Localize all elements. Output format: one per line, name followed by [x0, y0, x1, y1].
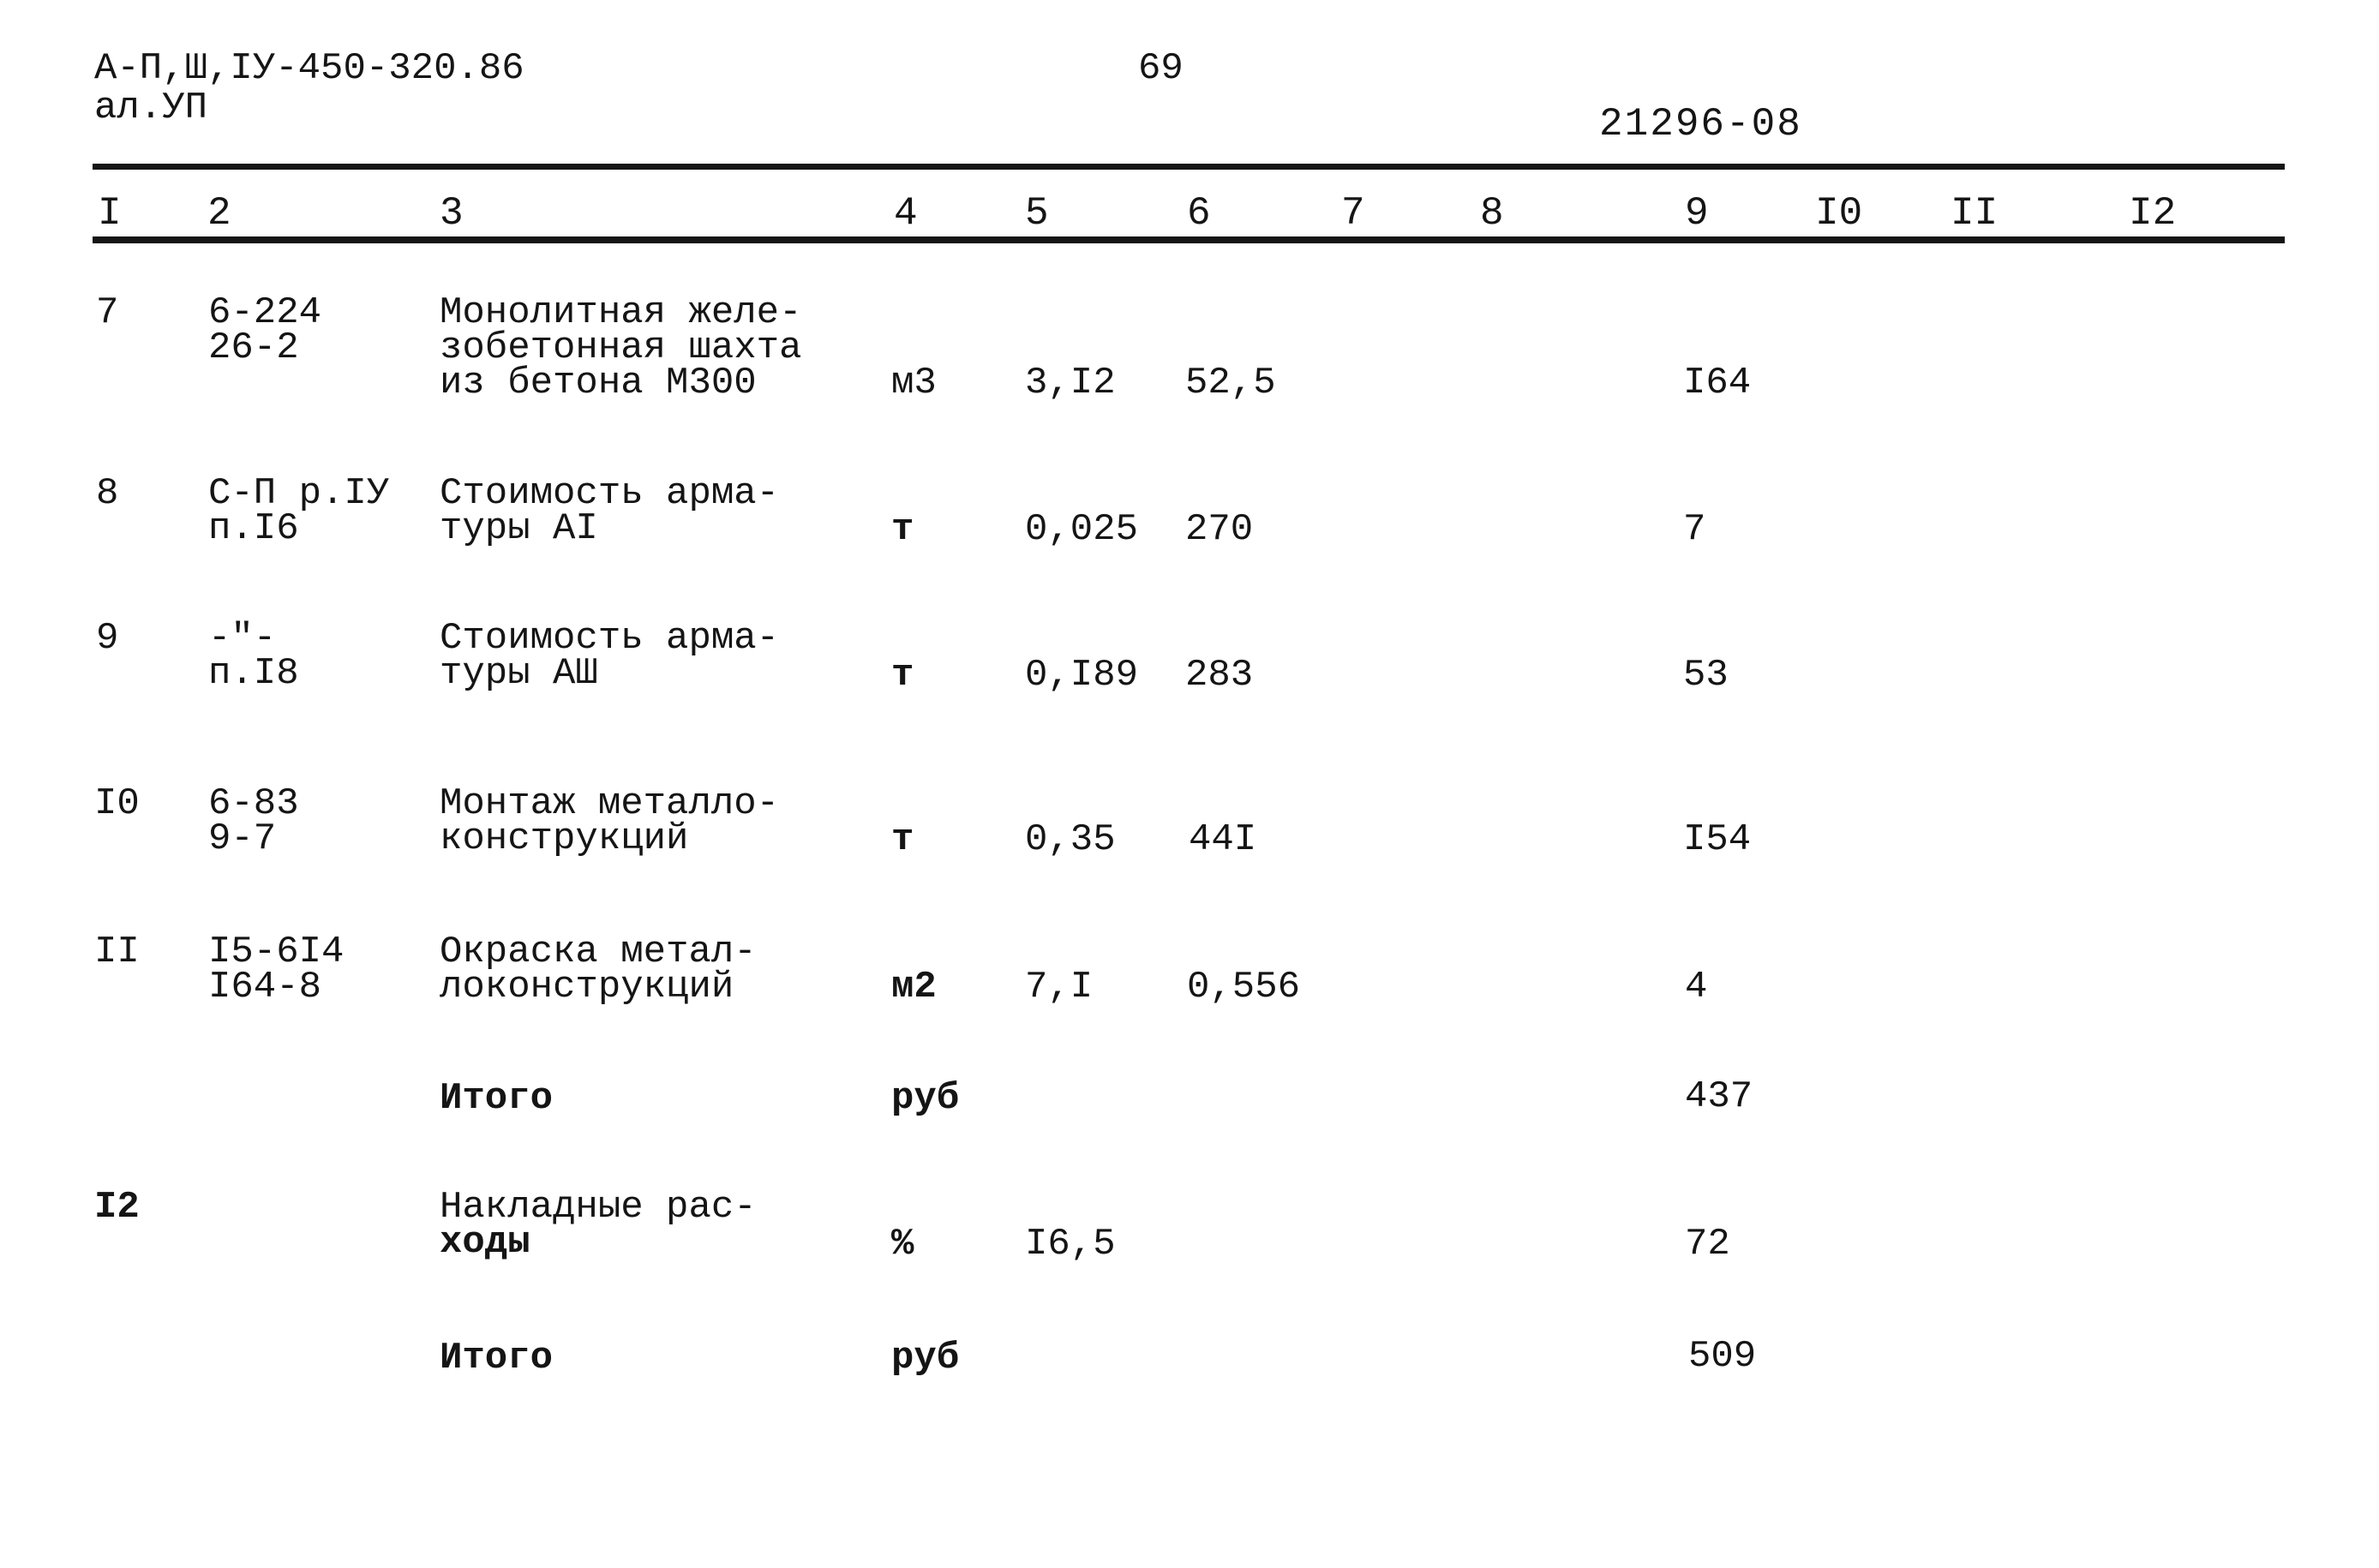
row-quantity: 3,I2: [1025, 362, 1116, 404]
column-header: 3: [440, 191, 464, 236]
row-total: 7: [1683, 508, 1706, 551]
column-header: 6: [1187, 191, 1211, 236]
row-name-line: из бетона М300: [440, 362, 757, 404]
row-code-line: -"-: [208, 617, 277, 660]
row-code-line: 9-7: [208, 817, 277, 860]
row-unit: руб: [891, 1077, 960, 1120]
row-name-line: туры АI: [440, 507, 598, 550]
row-unit: т: [891, 508, 914, 551]
row-name-line: Монтаж металло-: [440, 782, 780, 825]
column-header: 5: [1025, 191, 1049, 236]
column-header: 9: [1685, 191, 1709, 236]
document-code: А-П,Ш,IУ-450-320.86: [94, 47, 524, 90]
row-code-line: I5-6I4: [208, 931, 345, 973]
table-header-rule: [93, 236, 2285, 243]
sheet-label: ал.УП: [94, 87, 208, 129]
row-code-line: 6-224: [208, 291, 322, 334]
row-total: I54: [1683, 818, 1752, 861]
row-code-line: I64-8: [208, 966, 322, 1008]
column-header: 4: [894, 191, 918, 236]
row-code-line: С-П р.IУ: [208, 472, 390, 515]
row-unit: т: [891, 654, 914, 697]
column-header: 2: [207, 191, 231, 236]
row-total: 509: [1688, 1335, 1757, 1378]
row-price: 52,5: [1185, 362, 1276, 404]
row-price: 0,556: [1187, 966, 1301, 1008]
row-name-line: Итого: [440, 1077, 554, 1120]
row-total: 4: [1685, 966, 1708, 1008]
page-number: 69: [1138, 47, 1184, 90]
row-number: I2: [94, 1186, 140, 1229]
row-quantity: 0,I89: [1025, 654, 1139, 697]
column-header: II: [1951, 191, 1998, 236]
row-number: 9: [96, 617, 119, 660]
row-quantity: I6,5: [1025, 1223, 1116, 1266]
row-unit: м2: [891, 966, 937, 1008]
table-top-rule: [93, 164, 2285, 170]
row-price: 270: [1185, 508, 1254, 551]
row-name-line: Накладные рас-: [440, 1186, 757, 1229]
row-price: 283: [1185, 654, 1254, 697]
row-quantity: 0,35: [1025, 818, 1116, 861]
row-quantity: 0,025: [1025, 508, 1139, 551]
row-price: 44I: [1189, 818, 1257, 861]
row-name-line: ходы: [440, 1221, 530, 1264]
row-code-line: 6-83: [208, 782, 299, 825]
row-name-line: Монолитная желе-: [440, 291, 802, 334]
row-name-line: локонструкций: [440, 966, 734, 1008]
row-name-line: зобетонная шахта: [440, 326, 802, 369]
row-total: 72: [1685, 1223, 1730, 1266]
row-number: I0: [94, 782, 140, 825]
column-header: I: [98, 191, 122, 236]
row-name-line: Окраска метал-: [440, 931, 757, 973]
row-unit: руб: [891, 1337, 960, 1379]
row-name-line: конструкций: [440, 817, 689, 860]
row-code-line: п.I8: [208, 652, 299, 695]
row-unit: м3: [891, 362, 937, 404]
row-total: 437: [1685, 1075, 1753, 1118]
row-total: I64: [1683, 362, 1752, 404]
inventory-number: 21296-08: [1599, 102, 1802, 147]
column-header: 8: [1480, 191, 1504, 236]
row-name-line: Стоимость арма-: [440, 472, 780, 515]
row-code-line: п.I6: [208, 507, 299, 550]
row-name-line: Итого: [440, 1337, 554, 1379]
column-header: I0: [1815, 191, 1863, 236]
row-number: II: [94, 931, 140, 973]
row-number: 8: [96, 472, 119, 515]
row-number: 7: [96, 291, 119, 334]
column-header: I2: [2129, 191, 2177, 236]
column-header: 7: [1341, 191, 1365, 236]
row-unit: %: [891, 1223, 914, 1266]
row-name-line: Стоимость арма-: [440, 617, 780, 660]
row-unit: т: [891, 818, 914, 861]
row-name-line: туры АШ: [440, 652, 598, 695]
row-total: 53: [1683, 654, 1729, 697]
row-quantity: 7,I: [1025, 966, 1094, 1008]
row-code-line: 26-2: [208, 326, 299, 369]
